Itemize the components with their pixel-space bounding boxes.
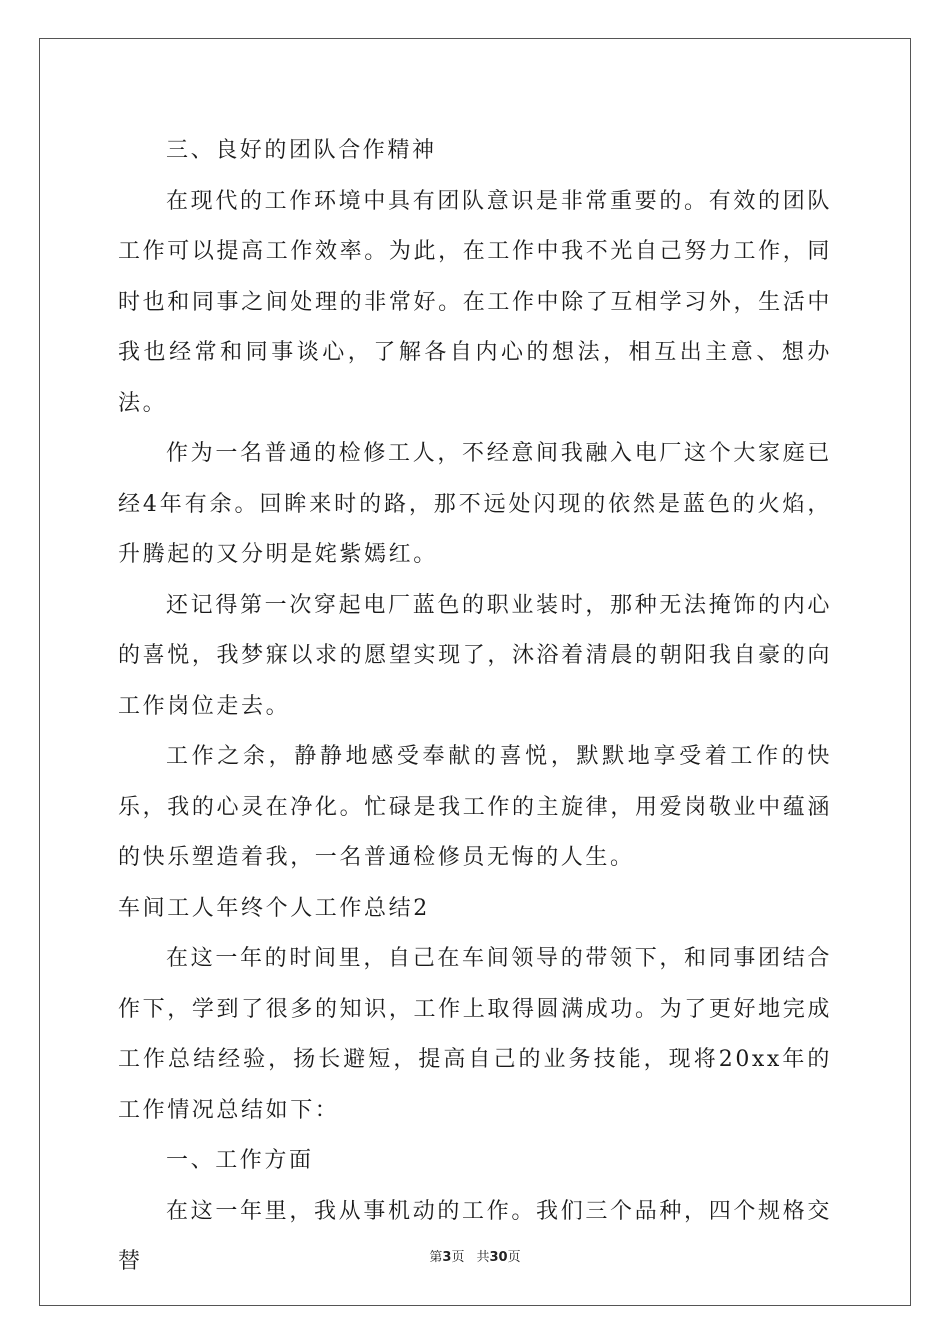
section-heading-work: 一、工作方面 [166,1148,314,1173]
paragraph-work-detail: 在这一年里，我从事机动的工作。我们三个品种，四个规格交替 [118,1198,832,1274]
paragraph-year-summary: 在这一年的时间里，自己在车间领导的带领下，和同事团结合作下，学到了很多的知识，工作上取得圆满成功。为了更好地完成工作总结经验，扬长避短，提高自己的业务技能，现将20xx年的工作情况总结如下： [118,946,832,1123]
total-suffix: 页 [507,1250,521,1265]
page-footer [0,1246,950,1265]
page-number: 3 [442,1250,452,1265]
article-title-2: 车间工人年终个人工作总结2 [118,895,430,921]
paragraph-first-uniform: 还记得第一次穿起电厂蓝色的职业装时，那种无法掩饰的内心的喜悦，我梦寐以求的愿望实现了，沐浴着清晨的朝阳我自豪的向工作岗位走去。 [118,592,832,719]
section-heading-teamwork: 三、良好的团队合作精神 [166,138,437,163]
paragraph-maintenance-worker: 作为一名普通的检修工人，不经意间我融入电厂这个大家庭已经4年有余。回眸来时的路，那不远处闪现的依然是蓝色的火焰，升腾起的又分明是姹紫嫣红。 [118,441,832,567]
page-prefix: 第 [429,1250,443,1265]
paragraph-after-work: 工作之余，静静地感受奉献的喜悦，默默地享受着工作的快乐，我的心灵在净化。忙碌是我工作的主旋律，用爱岗敬业中蕴涵的快乐塑造着我，一名普通检修员无悔的人生。 [118,744,832,870]
paragraph-teamwork: 在现代的工作环境中具有团队意识是非常重要的。有效的团队工作可以提高工作效率。为此，在工作中我不光自己努力工作，同时也和同事之间处理的非常好。在工作中除了互相学习外，生活中我也经常和同事谈心，了解各自内心的想法，相互出主意、想办法。 [118,188,832,416]
total-pages: 30 [489,1250,508,1265]
page-suffix: 页 [451,1250,465,1265]
total-prefix: 共 [476,1250,490,1265]
document-body [118,126,832,1288]
